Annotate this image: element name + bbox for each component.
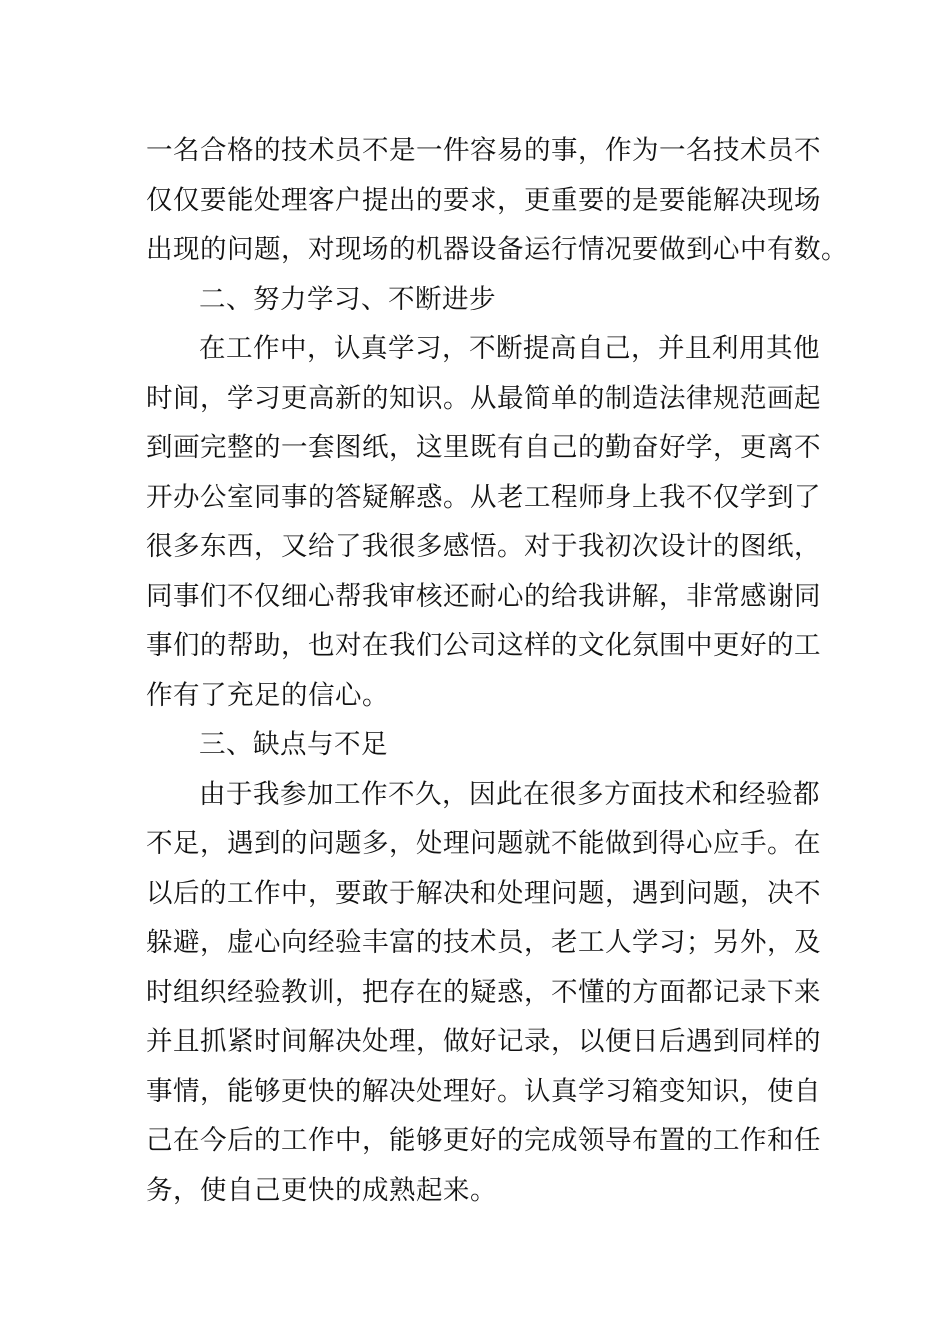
text-line: 以后的工作中，要敢于解决和处理问题，遇到问题，决不 [146, 877, 821, 909]
text-line: 由于我参加工作不久，因此在很多方面技术和经验都 [199, 778, 820, 810]
section-heading-3: 三、缺点与不足 [199, 729, 388, 760]
text-line: 开办公室同事的答疑解惑。从老工程师身上我不仅学到了 [146, 481, 821, 513]
text-line: 出现的问题，对现场的机器设备运行情况要做到心中有数。 [146, 234, 848, 265]
text-line: 时间，学习更高新的知识。从最简单的制造法律规范画起 [146, 382, 821, 414]
text-line: 己在今后的工作中，能够更好的完成领导布置的工作和任 [146, 1125, 821, 1156]
text-line: 事们的帮助，也对在我们公司这样的文化氛围中更好的工 [146, 630, 821, 661]
text-line: 躲避，虚心向经验丰富的技术员，老工人学习；另外，及 [146, 927, 821, 958]
document-body [146, 126, 848, 1215]
text-line: 同事们不仅细心帮我审核还耐心的给我讲解，非常感谢同 [146, 580, 821, 612]
text-line: 务，使自己更快的成熟起来。 [146, 1174, 497, 1206]
text-line: 一名合格的技术员不是一件容易的事，作为一名技术员不 [146, 135, 821, 166]
text-line: 在工作中，认真学习，不断提高自己，并且利用其他 [199, 333, 820, 364]
section-heading-2: 二、努力学习、不断进步 [199, 283, 496, 315]
text-line: 事情，能够更快的解决处理好。认真学习箱变知识，使自 [146, 1075, 821, 1107]
paragraph-continuation [146, 126, 848, 275]
text-line: 并且抓紧时间解决处理，做好记录，以便日后遇到同样的 [146, 1026, 821, 1057]
text-line: 不足，遇到的问题多，处理问题就不能做到得心应手。在 [146, 828, 821, 859]
text-line: 时组织经验教训，把存在的疑惑，不懂的方面都记录下来 [146, 976, 821, 1008]
text-line: 很多东西，又给了我很多感悟。对于我初次设计的图纸， [146, 531, 821, 562]
paragraph-2 [146, 324, 821, 720]
text-line: 到画完整的一套图纸，这里既有自己的勤奋好学，更离不 [146, 432, 821, 463]
paragraph-3 [146, 770, 821, 1216]
text-line: 仅仅要能处理客户提出的要求，更重要的是要能解决现场 [146, 184, 821, 216]
text-line: 作有了充足的信心。 [146, 679, 389, 711]
